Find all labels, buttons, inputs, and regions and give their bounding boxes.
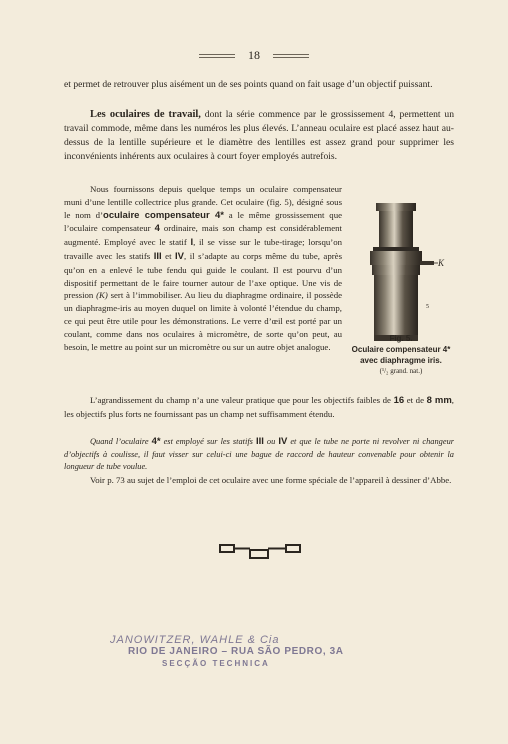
header-rule-left [199, 54, 235, 58]
header-rule-right [273, 54, 309, 58]
eye-lens-tube [379, 211, 413, 247]
stamp-section: SECÇÃO TECHNICA [162, 659, 270, 668]
figure-caption-line-1: Oculaire compensateur 4* [351, 345, 451, 354]
paragraph-6: Voir p. 73 au sujet de l’emploi de cet oculaire avec une forme spéciale de l’appareil à dessiner d’Abbe. [90, 475, 452, 485]
stamp-address: RIO DE JANEIRO – RUA SÃO PEDRO, 3A [128, 646, 344, 657]
page-number: 18 [248, 48, 260, 62]
page-header [0, 48, 508, 63]
paragraph-1: et permet de retrouver plus aisément un de ses points quand on fait usage d’un objectif puissant. [64, 79, 433, 90]
clamp-screw [420, 261, 434, 265]
eye-cap [376, 203, 416, 211]
figure-title: Fig. 5. [389, 334, 413, 343]
collar-ring [373, 247, 419, 251]
paragraph-3: Nous fournissons depuis quelque temps un oculaire compensateur muni d’une lentille collectrice plus grande. Cet oculaire (fig. 5), désigné sous le nom d’oculaire compensateur 4* a le même grossissement que l’oculaire compensateur 4 ordinaire, mais son champ est considérablement augmenté. Employé avec le statif I, il se visse sur le tube-tirage; lorsqu’on travaille avec les statifs III et IV, il s’adapte au corps même du tube, après qu’on en a enlevé le tube fendu qui guide le coulant. Il est pourvu d’un dispositif permettant de le faire tourner autour de l’axe optique. Une vis de pression (K) sert à l’immobiliser. Au lieu du diaphragme ordinaire, il possède un diaphragme-iris au moyen duquel on limite à volonté l’étendue du champ, ce qui peut être utile pour les démonstrations. Le verre d’œil est porté par un coulant, comme dans nos oculaires à micromètre, de sorte qu’on peut, au besoin, le mettre au point sur un micromètre ou sur un autre objet analogue. [64, 184, 342, 352]
lower-tube [374, 275, 418, 335]
screw-label-k: K [438, 258, 445, 268]
clamp-ring [372, 265, 420, 275]
paragraph-2-lead: Les oculaires de travail, [90, 109, 201, 120]
paragraph-5-note: Quand l’oculaire 4* est employé sur les statifs III ou IV et que le tube ne porte ni revolver ni changeur d’objectifs à coulisse, il faut visser sur celui-ci une bague de raccord de hauteur convenable pour obtenir la longueur de tube voulue. [64, 436, 455, 472]
paragraph-4: L’agrandissement du champ n’a une valeur pratique que pour les objectifs faibles de 16 et de 8 mm, les objectifs plus forts ne fournissant pas un champ net suffisamment étendu. [64, 395, 454, 419]
figure-small-label: 5 [426, 304, 429, 310]
figure-caption-line-2: avec diaphragme iris. [360, 356, 442, 365]
paragraph-2: Les oculaires de travail, dont la série commence par le grossissement 4, permettent un travail commode, même dans les numéros les plus élevés. L’anneau oculaire est placé assez haut au-dessus de la lentille supérieure et le diamètre des lentilles est assez grand pour supprimer les inconvénients inhérents aux oculaires à court foyer employés autrefois. [64, 109, 454, 162]
dealer-stamp [110, 634, 410, 668]
iris-ring [370, 251, 422, 265]
figure-caption [340, 333, 462, 377]
section-ornament [218, 541, 302, 563]
stamp-company: JANOWITZER, WAHLE & Cia [110, 634, 280, 646]
figure-scale: (¹/₂ grand. nat.) [379, 367, 423, 375]
